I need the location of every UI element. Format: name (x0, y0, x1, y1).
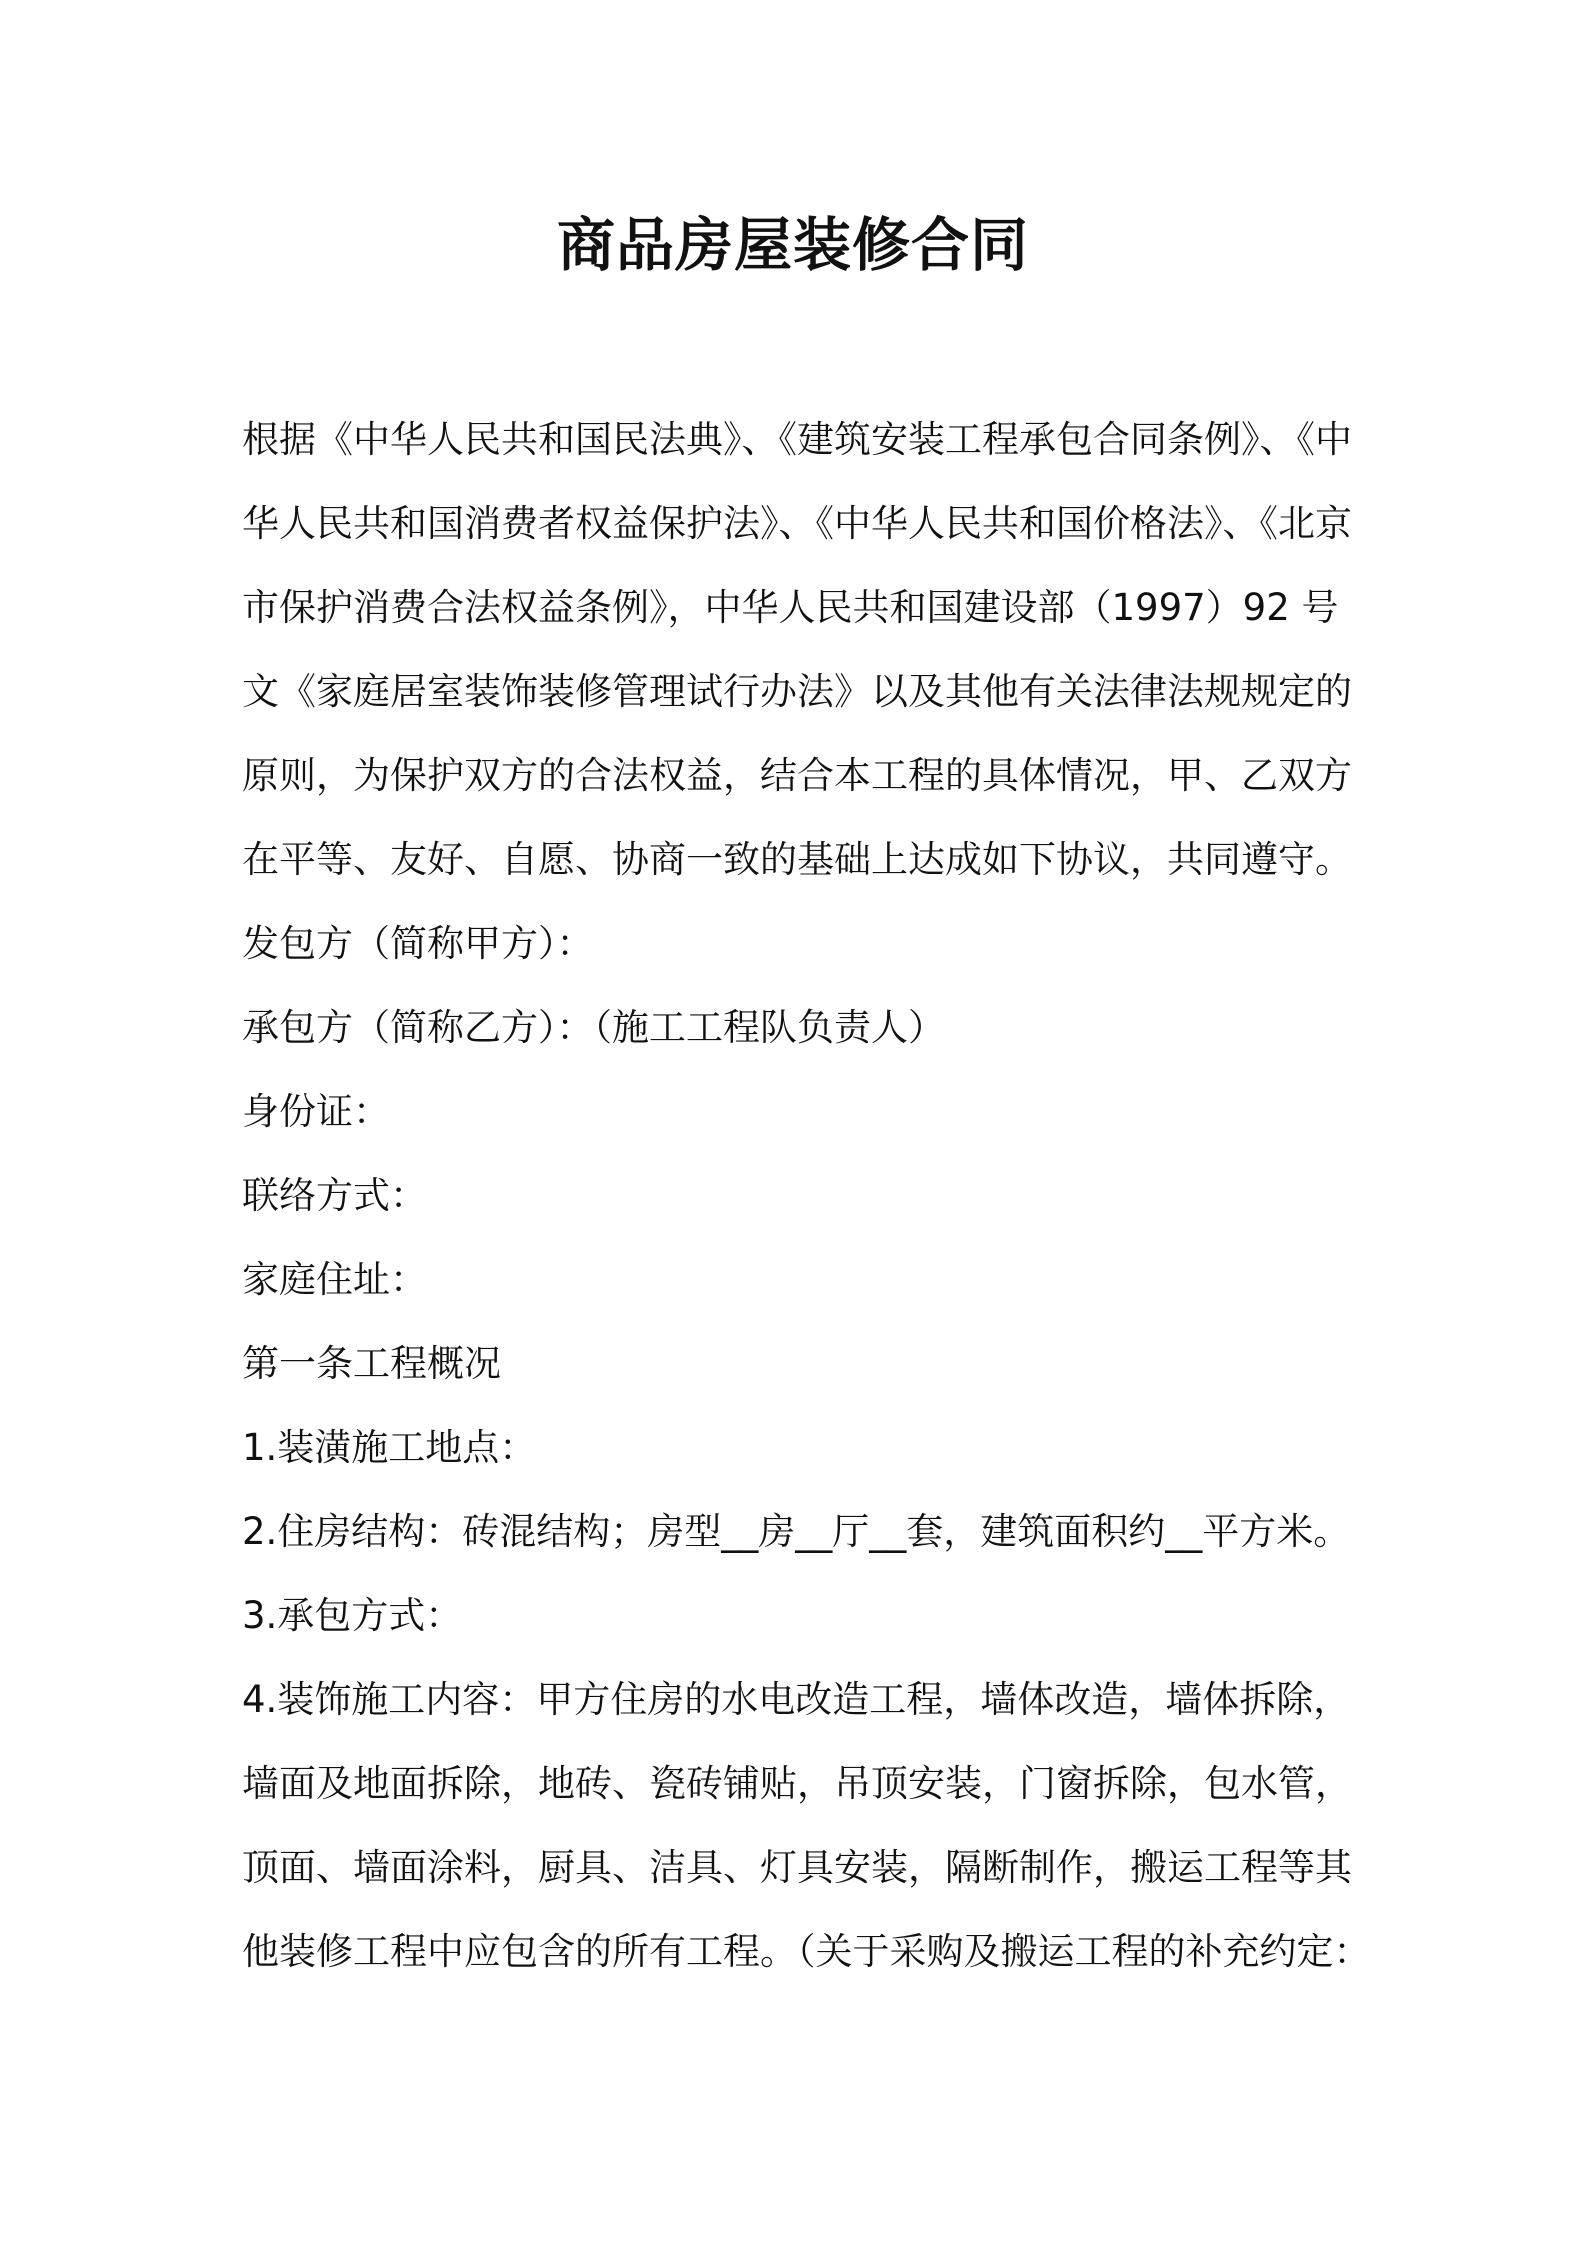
item-3-method: 3.承包方式： (242, 1594, 463, 1637)
id-card-line: 身份证： (242, 1090, 390, 1133)
item-2-structure: 2.住房结构：砖混结构；房型__房__厅__套，建筑面积约__平方米。 (242, 1510, 1351, 1553)
party-b-line: 承包方（简称乙方）：（施工工程队负责人） (242, 1006, 945, 1049)
intro-line: 根据《中华人民共和国民法典》、《建筑安装工程承包合同条例》、《中 (242, 418, 1352, 461)
item-4-line: 他装修工程中应包含的所有工程。（关于采购及搬运工程的补充约定： (242, 1930, 1371, 1973)
intro-line: 在平等、友好、自愿、协商一致的基础上达成如下协议，共同遵守。 (242, 838, 1352, 881)
intro-line: 华人民共和国消费者权益保护法》、《中华人民共和国价格法》、《北京 (242, 502, 1352, 545)
item-1-site: 1.装潢施工地点： (242, 1426, 537, 1469)
item-4-line: 墙面及地面拆除，地砖、瓷砖铺贴，吊顶安装，门窗拆除，包水管， (242, 1762, 1352, 1805)
contact-line: 联络方式： (242, 1174, 427, 1217)
item-4-line: 4.装饰施工内容：甲方住房的水电改造工程，墙体改造，墙体拆除， (242, 1678, 1351, 1721)
item-4-line: 顶面、墙面涂料，厨具、洁具、灯具安装，隔断制作，搬运工程等其 (242, 1846, 1352, 1889)
intro-line: 文《家庭居室装饰装修管理试行办法》以及其他有关法律法规规定的 (242, 670, 1352, 713)
address-line: 家庭住址： (242, 1258, 427, 1301)
item-4-content (242, 1658, 1371, 1994)
document-title: 商品房屋装修合同 (556, 211, 1029, 279)
document-body (242, 398, 1371, 1994)
article-1-heading: 第一条工程概况 (242, 1342, 501, 1385)
party-a-line: 发包方（简称甲方）： (242, 922, 594, 965)
intro-line: 市保护消费合法权益条例》，中华人民共和国建设部（1997）92 号 (242, 586, 1339, 629)
intro-line: 原则，为保护双方的合法权益，结合本工程的具体情况，甲、乙双方 (242, 754, 1352, 797)
intro-paragraph (242, 398, 1362, 902)
